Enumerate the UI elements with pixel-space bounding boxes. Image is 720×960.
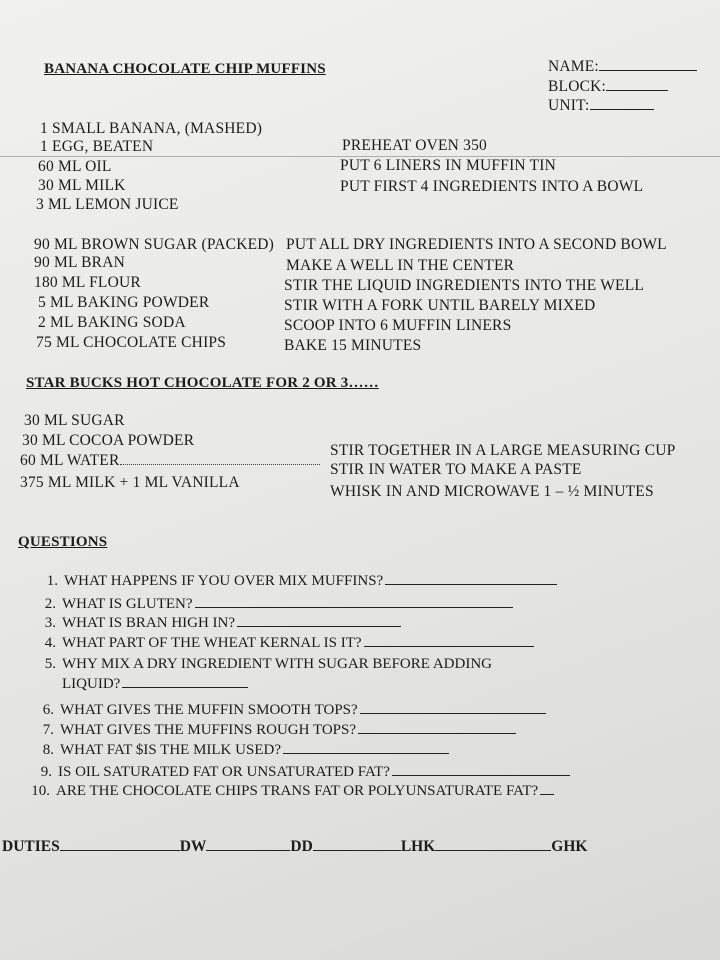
block-label: BLOCK: <box>548 78 607 95</box>
lhk-label: LHK <box>400 838 436 855</box>
answer-blank[interactable] <box>385 572 557 585</box>
dotted-leader <box>120 452 320 465</box>
question-8 <box>30 741 449 759</box>
answer-blank[interactable] <box>358 721 516 734</box>
ingredient: 90 ML BRAN <box>34 254 125 271</box>
ingredient: 90 ML BROWN SUGAR (PACKED) <box>34 236 275 253</box>
block-blank[interactable] <box>606 78 668 91</box>
answer-blank[interactable] <box>360 701 546 714</box>
recipe1-title: BANANA CHOCOLATE CHIP MUFFINS <box>44 61 326 77</box>
question-text: WHAT HAPPENS IF YOU OVER MIX MUFFINS? <box>64 573 384 589</box>
question-number: 1. <box>46 573 58 589</box>
step: PUT ALL DRY INGREDIENTS INTO A SECOND BOWL <box>286 236 667 253</box>
question-number: 9. <box>40 764 52 780</box>
step: PUT FIRST 4 INGREDIENTS INTO A BOWL <box>340 178 644 195</box>
step: WHISK IN AND MICROWAVE 1 – ½ MINUTES <box>330 483 654 500</box>
question-number: 2. <box>44 596 56 612</box>
question-number: 8. <box>42 742 54 758</box>
question-9 <box>28 763 570 781</box>
duties-label: DUTIES <box>2 838 60 855</box>
question-text: ARE THE CHOCOLATE CHIPS TRANS FAT OR POLYUNSATURATE FAT? <box>56 783 539 799</box>
name-label: NAME: <box>548 58 599 75</box>
duties-blank[interactable] <box>60 838 180 851</box>
answer-blank[interactable] <box>540 782 554 795</box>
ingredient: 1 EGG, BEATEN <box>40 138 154 155</box>
step: STIR THE LIQUID INGREDIENTS INTO THE WELL <box>284 277 645 294</box>
block-field <box>548 78 668 96</box>
step: SCOOP INTO 6 MUFFIN LINERS <box>284 317 512 334</box>
lhk-blank[interactable] <box>435 838 551 851</box>
duties-row <box>2 838 587 856</box>
question-text: WHAT PART OF THE WHEAT KERNAL IS IT? <box>62 635 362 651</box>
question-text: IS OIL SATURATED FAT OR UNSATURATED FAT? <box>58 764 390 780</box>
question-number: 10. <box>31 783 50 799</box>
question-text: WHAT GIVES THE MUFFINS ROUGH TOPS? <box>60 722 357 738</box>
question-6 <box>30 701 546 719</box>
name-blank[interactable] <box>599 58 697 71</box>
ingredient: 375 ML MILK + 1 ML VANILLA <box>20 474 240 491</box>
recipe2-title: STAR BUCKS HOT CHOCOLATE FOR 2 OR 3…… <box>26 375 379 391</box>
ingredient: 180 ML FLOUR <box>34 274 141 291</box>
step: PREHEAT OVEN 350 <box>342 137 488 154</box>
question-text: LIQUID? <box>62 676 121 692</box>
question-number: 7. <box>42 722 54 738</box>
answer-blank[interactable] <box>283 741 449 754</box>
question-10 <box>26 782 554 800</box>
answer-blank[interactable] <box>122 675 248 688</box>
question-7 <box>30 721 516 739</box>
name-field <box>548 58 697 76</box>
ingredient: 60 ML WATER <box>20 452 120 469</box>
questions-title: QUESTIONS <box>18 534 108 550</box>
question-1 <box>34 572 557 590</box>
step: STIR WITH A FORK UNTIL BARELY MIXED <box>284 297 596 314</box>
answer-blank[interactable] <box>237 614 401 627</box>
question-text: WHAT IS GLUTEN? <box>62 596 193 612</box>
answer-blank[interactable] <box>195 595 513 608</box>
step: PUT 6 LINERS IN MUFFIN TIN <box>340 157 557 174</box>
question-4 <box>32 634 534 652</box>
ingredient: 3 ML LEMON JUICE <box>36 196 179 213</box>
ingredient: 75 ML CHOCOLATE CHIPS <box>36 334 227 351</box>
unit-blank[interactable] <box>590 97 654 110</box>
question-text: WHAT GIVES THE MUFFIN SMOOTH TOPS? <box>60 702 358 718</box>
step: BAKE 15 MINUTES <box>284 337 422 354</box>
unit-field <box>548 97 654 115</box>
ingredient: 30 ML MILK <box>38 177 126 194</box>
step: STIR IN WATER TO MAKE A PASTE <box>330 461 582 478</box>
question-2 <box>32 595 513 613</box>
question-number: 6. <box>42 702 54 718</box>
question-number: 4. <box>44 635 56 651</box>
answer-blank[interactable] <box>364 634 534 647</box>
ingredient: 30 ML COCOA POWDER <box>22 432 195 449</box>
unit-label: UNIT: <box>548 97 590 114</box>
question-number: 5. <box>44 656 56 672</box>
ingredient: 60 ML OIL <box>38 158 112 175</box>
ingredient: 2 ML BAKING SODA <box>38 314 186 331</box>
question-3 <box>32 614 401 632</box>
question-number: 3. <box>44 615 56 631</box>
ingredient-with-leader <box>20 452 320 470</box>
dw-label: DW <box>179 838 207 855</box>
question-text: WHAT IS BRAN HIGH IN? <box>62 615 236 631</box>
dd-label: DD <box>290 838 313 855</box>
answer-blank[interactable] <box>392 763 570 776</box>
ingredient: 5 ML BAKING POWDER <box>38 294 210 311</box>
ingredient: 30 ML SUGAR <box>24 412 125 429</box>
step: STIR TOGETHER IN A LARGE MEASURING CUP <box>330 442 676 459</box>
ghk-label: GHK <box>551 838 588 855</box>
dw-blank[interactable] <box>206 838 290 851</box>
question-5 <box>32 655 492 673</box>
question-5-continued <box>62 675 248 693</box>
question-text: WHY MIX A DRY INGREDIENT WITH SUGAR BEFORE ADDING <box>62 656 492 672</box>
question-text: WHAT FAT $IS THE MILK USED? <box>60 742 281 758</box>
dd-blank[interactable] <box>313 838 401 851</box>
step: MAKE A WELL IN THE CENTER <box>286 257 515 274</box>
ingredient: 1 SMALL BANANA, (MASHED) <box>40 120 263 137</box>
